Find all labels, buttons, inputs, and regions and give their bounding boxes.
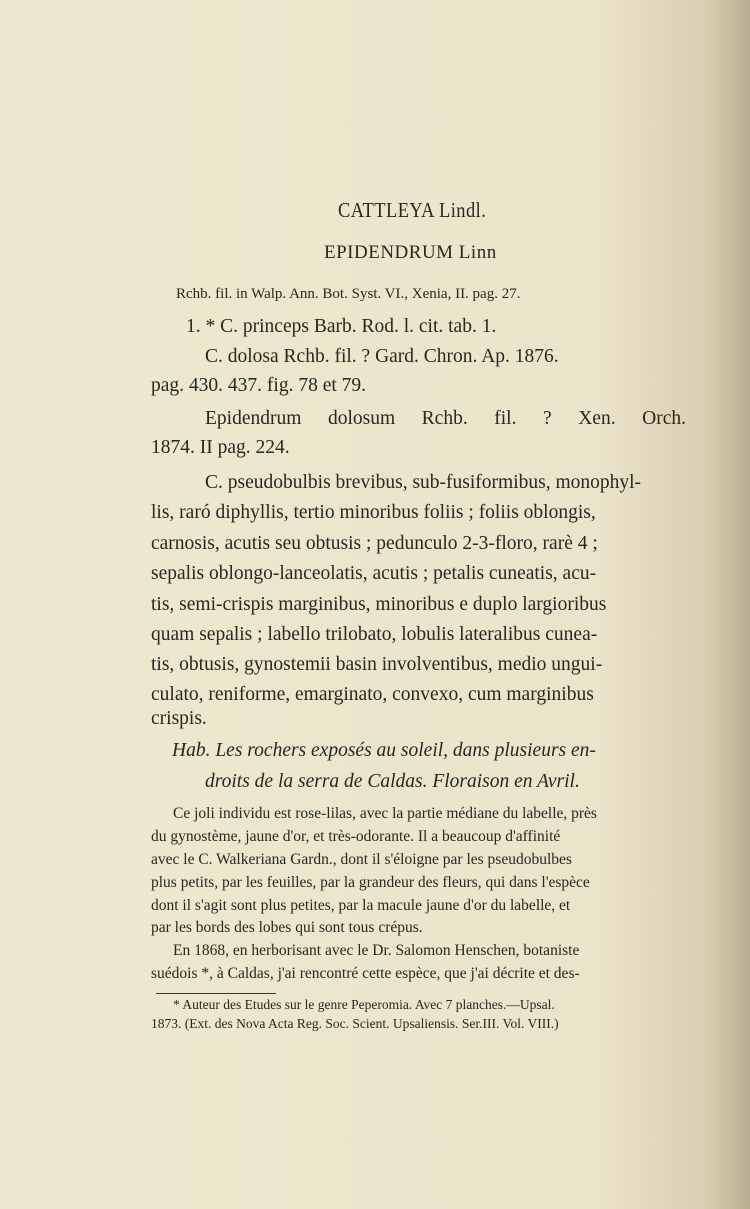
note-line: plus petits, par les feuilles, par la grandeur des fleurs, qui dans l'espèce [151, 874, 590, 891]
synonym-1-line-a: C. dolosa Rchb. fil. ? Gard. Chron. Ap. 1876. [205, 346, 559, 367]
note-line: du gynostème, jaune d'or, et très-odorante. Il a beaucoup d'affinité [151, 828, 561, 845]
literature-reference: Rchb. fil. in Walp. Ann. Bot. Syst. VI., Xenia, II. pag. 27. [176, 286, 521, 302]
species-entry: 1. * C. princeps Barb. Rod. l. cit. tab. 1. [186, 316, 497, 337]
description-line: culato, reniforme, emarginato, convexo, cum marginibus [151, 684, 594, 705]
description-line: quam sepalis ; labello trilobato, lobulis lateralibus cunea- [151, 624, 598, 645]
description-line: tis, obtusis, gynostemii basin involventibus, medio ungui- [151, 654, 603, 675]
habitat-line: droits de la serra de Caldas. Floraison en Avril. [205, 771, 580, 792]
note-line: En 1868, en herborisant avec le Dr. Salomon Henschen, botaniste [173, 942, 580, 959]
description-line: C. pseudobulbis brevibus, sub-fusiformibus, monophyl- [205, 472, 642, 493]
footnote-line: 1873. (Ext. des Nova Acta Reg. Soc. Scient. Upsaliensis. Ser.III. Vol. VIII.) [151, 1016, 559, 1031]
footnote-rule [156, 993, 276, 994]
synonym-1-line-b: pag. 430. 437. fig. 78 et 79. [151, 375, 367, 396]
description-line: carnosis, acutis seu obtusis ; pedunculo 2-3-floro, rarè 4 ; [151, 533, 598, 554]
synonym-2-line-b: 1874. II pag. 224. [151, 437, 290, 458]
description-line: crispis. [151, 708, 207, 729]
habitat-line: Hab. Les rochers exposés au soleil, dans plusieurs en- [172, 740, 596, 761]
synonym-genus-heading: EPIDENDRUM Linn [324, 242, 497, 263]
description-line: sepalis oblongo-lanceolatis, acutis ; petalis cuneatis, acu- [151, 563, 597, 584]
note-line: avec le C. Walkeriana Gardn., dont il s'éloigne par les pseudobulbes [151, 851, 572, 868]
genus-heading: CATTLEYA Lindl. [338, 198, 487, 222]
note-line: suédois *, à Caldas, j'ai rencontré cette espèce, que j'ai décrite et des- [151, 965, 580, 982]
note-line: dont il s'agit sont plus petites, par la macule jaune d'or du labelle, et [151, 897, 571, 914]
note-line: Ce joli individu est rose-lilas, avec la partie médiane du labelle, près [173, 805, 597, 822]
note-line: par les bords des lobes qui sont tous crépus. [151, 919, 423, 936]
synonym-2-line-a: Epidendrum dolosum Rchb. fil. ? Xen. Orch. [205, 408, 686, 429]
footnote-line: * Auteur des Etudes sur le genre Peperomia. Avec 7 planches.—Upsal. [173, 997, 555, 1012]
description-line: tis, semi-crispis marginibus, minoribus e duplo largioribus [151, 594, 607, 615]
description-line: lis, raró diphyllis, tertio minoribus foliis ; foliis oblongis, [151, 502, 596, 523]
